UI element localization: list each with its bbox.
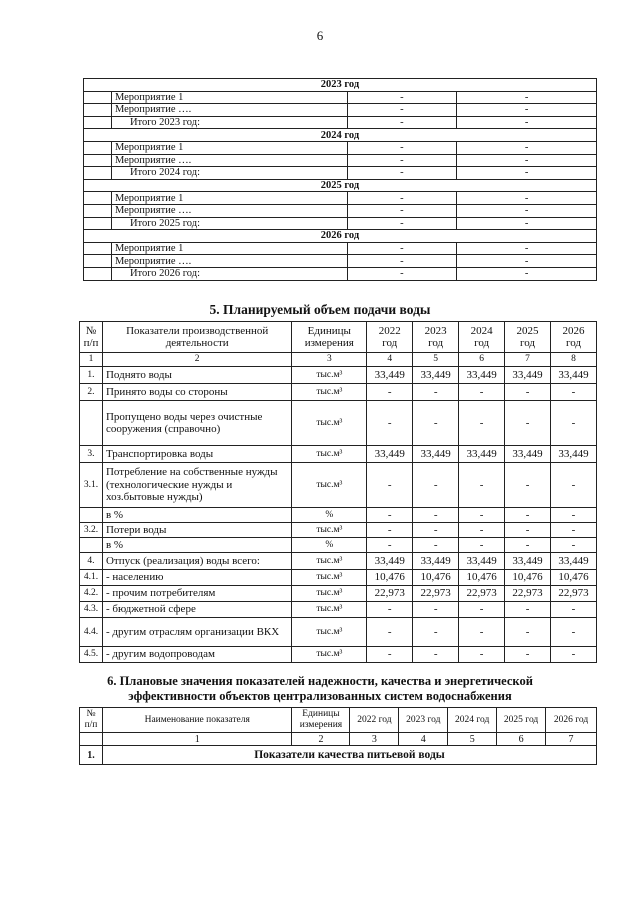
water-row-value: - [367, 618, 413, 647]
water-row-value: - [505, 647, 551, 663]
water-colnum-cell: 8 [551, 353, 597, 367]
water-row-value: - [413, 508, 459, 523]
water-row-value: - [459, 538, 505, 553]
water-data-row [80, 508, 597, 523]
water-row-value: - [505, 538, 551, 553]
water-row-name: Транспортировка воды [102, 446, 291, 463]
water-row-value: 33,449 [505, 446, 551, 463]
water-row-value: - [367, 463, 413, 508]
plan-item-value: - [347, 255, 457, 268]
water-row-value: 33,449 [367, 367, 413, 384]
water-row-value: - [413, 523, 459, 538]
water-row-value: - [413, 602, 459, 618]
water-data-row [80, 446, 597, 463]
water-row-value: - [367, 384, 413, 401]
plan-item-label: Итого 2026 год: [111, 267, 347, 280]
water-row-value: 10,476 [551, 570, 597, 586]
water-row-value: 10,476 [505, 570, 551, 586]
water-row-value: - [459, 401, 505, 446]
plan-item-label: Мероприятие …. [111, 104, 347, 117]
water-row-number: 4. [80, 553, 103, 570]
plan-blank-cell [84, 242, 112, 255]
kpi-header-cell: Единицы измерения [292, 708, 350, 733]
water-row-unit: тыс.м³ [292, 463, 367, 508]
plan-item-value: - [457, 192, 597, 205]
plan-item-value: - [347, 167, 457, 180]
plan-item-value: - [457, 167, 597, 180]
water-row-value: - [505, 401, 551, 446]
plan-item-label: Мероприятие …. [111, 154, 347, 167]
plan-item-row [84, 217, 597, 230]
water-colnum-cell: 1 [80, 353, 103, 367]
plan-item-label: Итого 2025 год: [111, 217, 347, 230]
water-row-value: - [505, 618, 551, 647]
water-row-name: - населению [102, 570, 291, 586]
water-header-cell: 2022 год [367, 322, 413, 353]
water-row-name: - другим отраслям организации ВКХ [102, 618, 291, 647]
plan-blank-cell [84, 267, 112, 280]
plan-item-row [84, 141, 597, 154]
water-row-value: - [551, 384, 597, 401]
water-row-value: 10,476 [367, 570, 413, 586]
plan-item-label: Мероприятие 1 [111, 242, 347, 255]
water-row-value: - [551, 602, 597, 618]
water-row-number: 4.2. [80, 586, 103, 602]
water-row-number [80, 401, 103, 446]
kpi-header-cell: 2022 год [350, 708, 399, 733]
water-row-number: 4.3. [80, 602, 103, 618]
water-row-unit: тыс.м³ [292, 647, 367, 663]
plan-item-value: - [457, 154, 597, 167]
plan-year-title: 2023 год [84, 79, 597, 92]
kpi-colnum-cell: 1 [102, 733, 292, 746]
kpi-header-cell: 2024 год [448, 708, 497, 733]
plan-item-row [84, 267, 597, 280]
plan-item-label: Мероприятие …. [111, 204, 347, 217]
plan-year-row [84, 179, 597, 192]
plan-item-value: - [347, 116, 457, 129]
water-row-value: - [505, 602, 551, 618]
kpi-header-cell: 2025 год [497, 708, 546, 733]
plan-item-row [84, 116, 597, 129]
water-data-row [80, 586, 597, 602]
plan-item-row [84, 167, 597, 180]
water-row-value: - [551, 401, 597, 446]
plan-item-value: - [347, 154, 457, 167]
water-row-unit: % [292, 508, 367, 523]
water-data-row [80, 384, 597, 401]
water-data-row [80, 570, 597, 586]
plan-item-value: - [347, 192, 457, 205]
plan-blank-cell [84, 104, 112, 117]
water-row-value: 33,449 [505, 367, 551, 384]
plan-year-title: 2025 год [84, 179, 597, 192]
water-row-value: 22,973 [551, 586, 597, 602]
section6-title-line2: эффективности объектов централизованных систем водоснабжения [128, 689, 512, 703]
plan-item-label: Итого 2023 год: [111, 116, 347, 129]
kpi-colnum-cell: 7 [546, 733, 597, 746]
water-row-value: - [367, 523, 413, 538]
plan-item-label: Мероприятие 1 [111, 192, 347, 205]
plan-item-row [84, 255, 597, 268]
page-number: 6 [316, 28, 324, 43]
water-row-unit: тыс.м³ [292, 384, 367, 401]
kpi-header-cell: 2023 год [399, 708, 448, 733]
water-row-value: 22,973 [367, 586, 413, 602]
water-row-value: 33,449 [367, 446, 413, 463]
plan-blank-cell [84, 141, 112, 154]
section5-title: 5. Планируемый объем подачи воды [209, 302, 431, 317]
water-data-row [80, 602, 597, 618]
plan-blank-cell [84, 116, 112, 129]
plan-item-value: - [347, 104, 457, 117]
water-row-number [80, 538, 103, 553]
water-header-cell: 2025 год [505, 322, 551, 353]
water-row-name: в % [102, 538, 291, 553]
plan-blank-cell [84, 217, 112, 230]
water-row-value: 33,449 [551, 553, 597, 570]
water-row-value: - [367, 602, 413, 618]
plan-item-row [84, 91, 597, 104]
water-row-name: Отпуск (реализация) воды всего: [102, 553, 291, 570]
water-row-unit: тыс.м³ [292, 523, 367, 538]
plan-blank-cell [84, 204, 112, 217]
water-row-value: 33,449 [551, 446, 597, 463]
water-row-value: 33,449 [459, 446, 505, 463]
water-row-value: - [505, 508, 551, 523]
water-row-value: 22,973 [505, 586, 551, 602]
water-row-value: 10,476 [413, 570, 459, 586]
water-header-cell: 2026 год [551, 322, 597, 353]
kpi-colnum-cell: 3 [350, 733, 399, 746]
plan-item-row [84, 154, 597, 167]
water-row-name: Потери воды [102, 523, 291, 538]
water-row-value: 22,973 [459, 586, 505, 602]
plan-blank-cell [84, 255, 112, 268]
water-row-value: - [551, 618, 597, 647]
water-colnum-cell: 2 [102, 353, 291, 367]
plan-item-value: - [457, 267, 597, 280]
water-header-cell: Показатели производственной деятельности [102, 322, 291, 353]
water-row-number: 4.1. [80, 570, 103, 586]
water-row-value: 10,476 [459, 570, 505, 586]
water-row-value: 33,449 [459, 553, 505, 570]
water-row-unit: тыс.м³ [292, 367, 367, 384]
water-colnum-cell: 3 [292, 353, 367, 367]
water-row-unit: тыс.м³ [292, 553, 367, 570]
water-row-value: - [459, 523, 505, 538]
water-row-value: - [505, 384, 551, 401]
water-colnum-cell: 7 [505, 353, 551, 367]
water-supply-table [79, 321, 597, 663]
water-row-value: - [505, 463, 551, 508]
kpi-colnum-cell: 6 [497, 733, 546, 746]
water-row-number: 4.5. [80, 647, 103, 663]
water-row-value: - [367, 647, 413, 663]
plan-item-value: - [457, 104, 597, 117]
water-row-value: 22,973 [413, 586, 459, 602]
section6-title-line1: 6. Плановые значения показателей надежности, качества и энергетической [107, 674, 533, 688]
section6-title [0, 674, 640, 704]
water-row-value: - [551, 538, 597, 553]
kpi-table [79, 707, 597, 765]
kpi-colnum-cell: 2 [292, 733, 350, 746]
plan-item-value: - [457, 255, 597, 268]
water-row-number: 3.2. [80, 523, 103, 538]
water-colnum-cell: 4 [367, 353, 413, 367]
water-row-value: - [459, 463, 505, 508]
water-row-value: - [459, 602, 505, 618]
plan-item-label: Итого 2024 год: [111, 167, 347, 180]
plan-item-value: - [457, 91, 597, 104]
water-row-value: 33,449 [551, 367, 597, 384]
water-row-value: - [551, 463, 597, 508]
kpi-first-row-number: 1. [80, 746, 103, 765]
water-data-row [80, 538, 597, 553]
water-row-value: - [367, 401, 413, 446]
water-row-name: в % [102, 508, 291, 523]
kpi-header-cell: 2026 год [546, 708, 597, 733]
water-row-number: 3. [80, 446, 103, 463]
plan-item-value: - [457, 141, 597, 154]
water-row-unit: тыс.м³ [292, 602, 367, 618]
kpi-header-cell: № п/п [80, 708, 103, 733]
plan-year-row [84, 230, 597, 243]
plan-item-value: - [347, 141, 457, 154]
kpi-header-row [80, 708, 597, 733]
water-row-value: - [551, 508, 597, 523]
water-row-unit: тыс.м³ [292, 446, 367, 463]
water-row-name: - прочим потребителям [102, 586, 291, 602]
water-row-name: - другим водопроводам [102, 647, 291, 663]
water-row-value: 33,449 [413, 553, 459, 570]
plan-item-value: - [347, 217, 457, 230]
water-row-value: - [551, 523, 597, 538]
water-data-row [80, 523, 597, 538]
plan-item-row [84, 104, 597, 117]
water-data-row [80, 553, 597, 570]
plan-item-label: Мероприятие 1 [111, 91, 347, 104]
water-row-value: 33,449 [413, 367, 459, 384]
water-header-cell: Единицы измерения [292, 322, 367, 353]
water-row-value: 33,449 [367, 553, 413, 570]
water-colnum-cell: 5 [413, 353, 459, 367]
investment-plan-table [83, 78, 597, 281]
water-row-value: - [413, 384, 459, 401]
water-row-value: 33,449 [459, 367, 505, 384]
water-row-name: Поднято воды [102, 367, 291, 384]
plan-item-label: Мероприятие 1 [111, 141, 347, 154]
water-header-row [80, 322, 597, 353]
water-row-unit: тыс.м³ [292, 401, 367, 446]
water-row-value: - [413, 401, 459, 446]
water-row-value: - [551, 647, 597, 663]
water-row-unit: тыс.м³ [292, 586, 367, 602]
kpi-first-row-title: Показатели качества питьевой воды [102, 746, 596, 765]
kpi-colnum-cell: 4 [399, 733, 448, 746]
water-row-value: - [459, 508, 505, 523]
plan-blank-cell [84, 167, 112, 180]
water-row-value: - [459, 384, 505, 401]
water-data-row [80, 367, 597, 384]
plan-blank-cell [84, 192, 112, 205]
plan-year-title: 2026 год [84, 230, 597, 243]
water-colnum-row [80, 353, 597, 367]
water-row-unit: тыс.м³ [292, 618, 367, 647]
plan-year-title: 2024 год [84, 129, 597, 142]
plan-item-row [84, 242, 597, 255]
plan-item-label: Мероприятие …. [111, 255, 347, 268]
water-row-value: - [413, 647, 459, 663]
water-row-name: Пропущено воды через очистные сооружения (справочно) [102, 401, 291, 446]
kpi-first-row [80, 746, 597, 765]
plan-item-value: - [347, 204, 457, 217]
water-header-cell: № п/п [80, 322, 103, 353]
water-row-value: - [367, 508, 413, 523]
plan-item-row [84, 192, 597, 205]
water-row-unit: % [292, 538, 367, 553]
water-data-row [80, 401, 597, 446]
water-row-value: 33,449 [505, 553, 551, 570]
water-row-value: - [459, 618, 505, 647]
water-row-unit: тыс.м³ [292, 570, 367, 586]
plan-item-row [84, 204, 597, 217]
kpi-colnum-row [80, 733, 597, 746]
water-data-row [80, 463, 597, 508]
water-header-cell: 2023 год [413, 322, 459, 353]
water-row-value: - [413, 463, 459, 508]
water-data-row [80, 647, 597, 663]
water-row-name: Потребление на собственные нужды (технологические нужды и хоз.бытовые нужды) [102, 463, 291, 508]
water-row-value: - [459, 647, 505, 663]
water-row-number: 2. [80, 384, 103, 401]
water-row-name: Принято воды со стороны [102, 384, 291, 401]
kpi-colnum-cell [80, 733, 103, 746]
water-row-value: - [413, 618, 459, 647]
water-row-value: - [413, 538, 459, 553]
plan-blank-cell [84, 154, 112, 167]
water-row-name: - бюджетной сфере [102, 602, 291, 618]
kpi-header-cell: Наименование показателя [102, 708, 292, 733]
plan-item-value: - [457, 204, 597, 217]
water-row-value: 33,449 [413, 446, 459, 463]
water-data-row [80, 618, 597, 647]
water-row-value: - [367, 538, 413, 553]
plan-item-value: - [347, 267, 457, 280]
plan-item-value: - [457, 217, 597, 230]
water-row-number: 1. [80, 367, 103, 384]
water-row-number [80, 508, 103, 523]
kpi-colnum-cell: 5 [448, 733, 497, 746]
water-row-number: 4.4. [80, 618, 103, 647]
plan-item-value: - [457, 116, 597, 129]
water-row-number: 3.1. [80, 463, 103, 508]
plan-year-row [84, 129, 597, 142]
water-row-value: - [505, 523, 551, 538]
plan-item-value: - [457, 242, 597, 255]
water-header-cell: 2024 год [459, 322, 505, 353]
plan-item-value: - [347, 242, 457, 255]
plan-year-row [84, 79, 597, 92]
plan-blank-cell [84, 91, 112, 104]
plan-item-value: - [347, 91, 457, 104]
water-colnum-cell: 6 [459, 353, 505, 367]
